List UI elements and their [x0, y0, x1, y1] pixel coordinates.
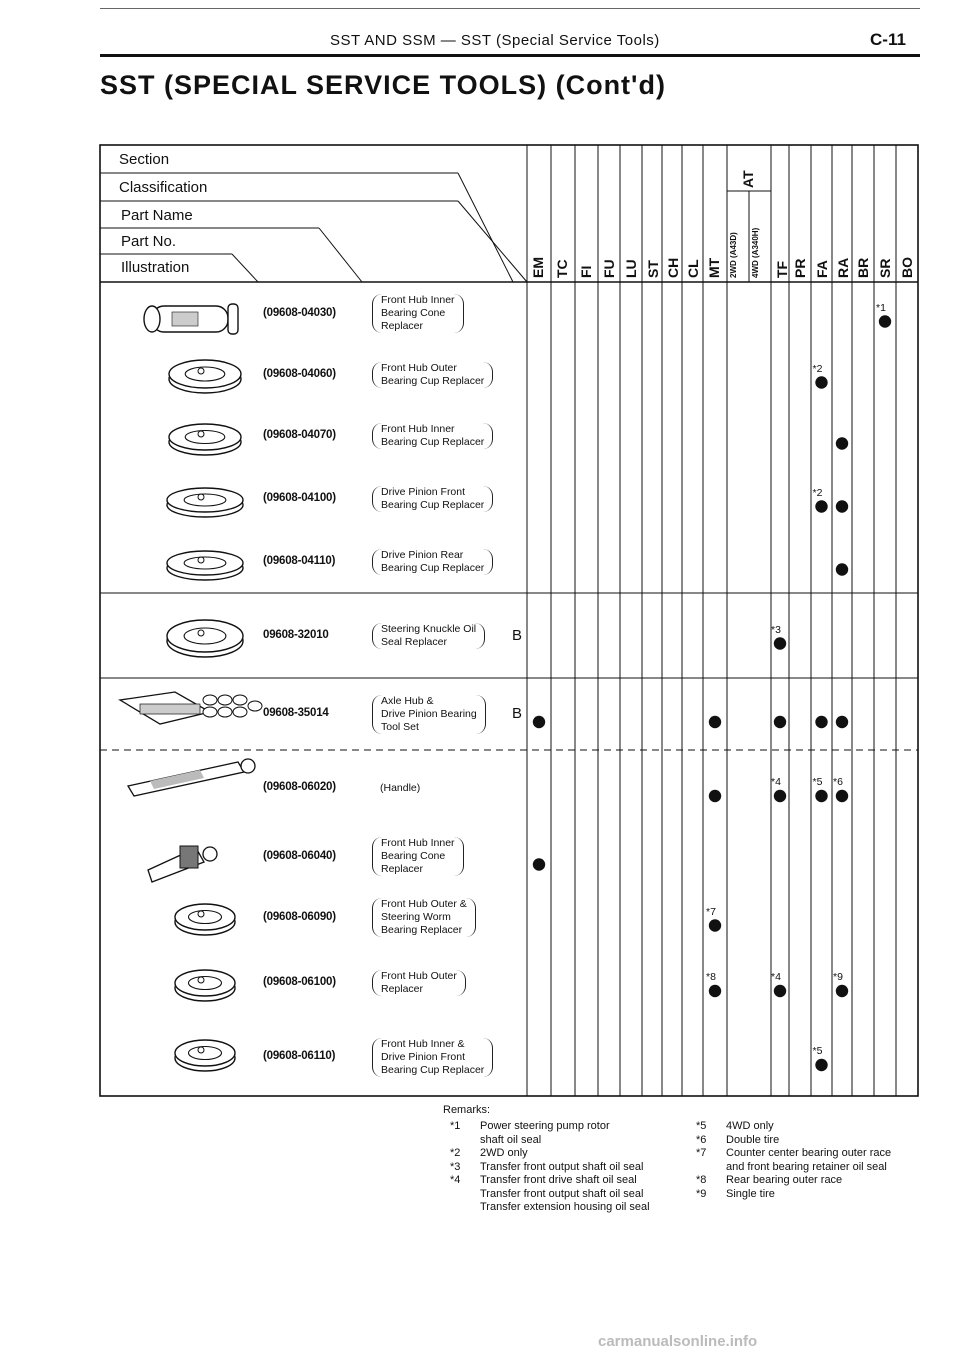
header-part-name: Part Name	[121, 207, 193, 224]
column-header-tf: TF	[774, 260, 790, 278]
illustration-bearing-cone-replacer	[144, 306, 160, 332]
illustration-tool-set	[203, 707, 217, 717]
remark-text: Single tire	[726, 1187, 775, 1200]
mark-dot	[836, 985, 848, 997]
mark-dot	[815, 500, 827, 512]
mark-dot	[774, 790, 786, 802]
illustration-tool-set	[218, 695, 232, 705]
remark-line	[696, 1134, 891, 1148]
part-name-line: Drive Pinion Rear	[381, 548, 464, 561]
illustration-worm-bearing-replacer	[175, 904, 235, 930]
remark-text: Double tire	[726, 1133, 780, 1146]
column-header-em: EM	[530, 257, 546, 278]
part-name-line: Replacer	[381, 320, 424, 332]
part-number: 09608-32010	[263, 628, 329, 641]
part-name-line: Front Hub Outer	[381, 361, 457, 374]
remark-text: Rear bearing outer race	[726, 1174, 843, 1186]
part-name-line: Front Hub Outer	[381, 970, 457, 982]
part-name-line: Drive Pinion Bearing	[381, 707, 477, 720]
remark-text: Transfer front output shaft oil seal	[480, 1160, 644, 1173]
part-name	[372, 294, 464, 333]
illustration-cup-replacer	[169, 424, 241, 450]
column-header-fi: FI	[578, 265, 594, 278]
part-name-line: Bearing Cone	[381, 307, 446, 319]
part-number: (09608-04070)	[263, 428, 336, 441]
remark-text: Transfer extension housing oil seal	[480, 1201, 650, 1213]
mark-dot	[836, 790, 848, 802]
remark-line	[450, 1174, 650, 1188]
part-number: (09608-06040)	[263, 849, 336, 862]
remark-text: 4WD only	[726, 1120, 774, 1132]
part-name	[372, 362, 493, 388]
remark-mark	[696, 1161, 726, 1175]
remark-mark	[450, 1134, 480, 1148]
header-classification: Classification	[119, 179, 208, 196]
part-name-line: Front Hub Outer &	[381, 898, 467, 910]
part-name	[372, 970, 466, 996]
mark-note: *7	[706, 905, 716, 918]
part-name	[372, 549, 493, 575]
part-name	[372, 837, 464, 876]
part-name-line: Bearing Cup Replacer	[381, 498, 485, 511]
mark-dot	[815, 1059, 827, 1071]
remark-mark: *8	[696, 1174, 707, 1186]
mark-note: *4	[771, 776, 781, 788]
column-header-at: AT	[740, 170, 756, 188]
illustration-outer-replacer	[175, 970, 235, 996]
illustration-seal-replacer	[167, 620, 243, 652]
mark-note: *6	[833, 776, 843, 788]
mark-note: *4	[771, 971, 781, 983]
mark-dot	[815, 376, 827, 388]
remark-line	[696, 1188, 891, 1202]
column-header-lu: LU	[623, 259, 639, 278]
column-header-ch: CH	[665, 257, 681, 278]
mark-dot	[533, 858, 545, 870]
part-number: (09608-04110)	[263, 554, 336, 567]
part-name	[372, 782, 428, 795]
column-header-bo: BO	[899, 257, 915, 278]
remarks-left	[450, 1120, 650, 1215]
part-name-line: Tool Set	[381, 720, 419, 733]
part-name-line: Front Hub Inner	[381, 294, 455, 306]
column-header-mt: MT	[706, 257, 722, 278]
part-name-line: Axle Hub &	[381, 694, 434, 707]
part-number: 09608-35014	[263, 707, 329, 719]
remark-line	[450, 1134, 650, 1148]
mark-dot	[879, 315, 891, 327]
illustration-tool-set	[233, 707, 247, 717]
column-header-sr: SR	[877, 258, 893, 278]
illustration-diagonal	[232, 254, 258, 282]
remark-line	[696, 1147, 891, 1161]
mark-note: *5	[812, 1045, 823, 1057]
classification-b: B	[512, 705, 523, 722]
mark-dot	[774, 985, 786, 997]
part-name	[372, 623, 485, 649]
column-header-ra: RA	[835, 257, 851, 278]
remark-line	[450, 1120, 650, 1134]
remark-text: and front bearing retainer oil seal	[726, 1160, 887, 1173]
illustration-tool-set	[140, 704, 200, 714]
classification-b: B	[512, 626, 523, 644]
mark-dot	[709, 919, 721, 931]
mark-dot	[709, 790, 721, 802]
part-name-line: Bearing Cup Replacer	[381, 561, 485, 574]
remark-text: Transfer front drive shaft oil seal	[480, 1174, 637, 1186]
part-no-diagonal	[319, 228, 362, 282]
remark-text: Transfer front output shaft oil seal	[480, 1187, 644, 1200]
remarks-title: Remarks:	[443, 1104, 491, 1116]
mark-note: *2	[812, 486, 823, 499]
part-name-line: Front Hub Inner	[381, 837, 455, 849]
column-header-st: ST	[645, 260, 661, 278]
part-name	[372, 898, 476, 937]
part-name-line: Replacer	[381, 983, 424, 995]
at-subheader: 4WD (A340H)	[751, 227, 760, 278]
part-name	[372, 695, 486, 734]
illustration-cup-replacer	[167, 488, 243, 512]
illustration-cup-replacer	[167, 551, 243, 575]
part-name-line: Steering Worm	[381, 911, 451, 923]
illustration-cup-replacer	[169, 360, 241, 388]
part-name-line: Steering Knuckle Oil	[381, 622, 477, 635]
mark-dot	[709, 716, 721, 728]
mark-dot	[815, 790, 827, 802]
at-subheader: 2WD (A43D)	[729, 232, 738, 278]
table-border	[100, 145, 918, 1096]
illustration-tool-set	[233, 695, 247, 705]
part-name-line: Seal Replacer	[381, 635, 447, 648]
mark-note: *5	[812, 776, 823, 788]
remarks-right	[696, 1120, 891, 1201]
column-header-fa: FA	[814, 260, 830, 278]
remark-mark: *3	[450, 1160, 461, 1173]
column-header-tc: TC	[554, 259, 570, 278]
part-name-line: Drive Pinion Front	[381, 1050, 466, 1063]
mark-dot	[836, 563, 848, 575]
illustration-bearing-cone-replacer-2	[180, 846, 198, 868]
remark-mark: *4	[450, 1174, 461, 1186]
part-name-line: (Handle)	[380, 781, 421, 794]
part-number: (09608-06110)	[263, 1050, 336, 1062]
illustration-tool-set	[203, 695, 217, 705]
part-name-line: Drive Pinion Front	[381, 485, 466, 498]
part-number: (09608-04100)	[263, 491, 336, 504]
remark-line	[696, 1174, 891, 1188]
remark-mark: *2	[450, 1147, 461, 1159]
footer-watermark: carmanualsonline.info	[598, 1333, 758, 1350]
remark-mark: *6	[696, 1133, 707, 1146]
mark-dot	[836, 716, 848, 728]
part-name	[372, 486, 493, 512]
part-name	[372, 1038, 493, 1077]
remark-text: shaft oil seal	[480, 1133, 542, 1146]
illustration-handle	[241, 759, 255, 773]
remark-mark: *5	[696, 1120, 707, 1132]
remark-line	[450, 1161, 650, 1175]
part-name	[372, 423, 493, 449]
remark-text: Counter center bearing outer race	[726, 1147, 892, 1159]
mark-dot	[815, 716, 827, 728]
mark-note: *9	[833, 971, 843, 983]
part-number: (09608-04060)	[263, 367, 336, 380]
remark-mark: *7	[696, 1147, 707, 1159]
remark-mark	[450, 1201, 480, 1215]
illustration-tool-set	[248, 701, 262, 711]
illustration-bearing-cone-replacer	[172, 312, 198, 326]
remark-mark	[450, 1188, 480, 1202]
part-name-line: Front Hub Inner &	[381, 1037, 465, 1050]
classification-diagonal	[458, 173, 513, 282]
remark-text: Power steering pump rotor	[480, 1120, 610, 1132]
header-part-no: Part No.	[121, 233, 177, 250]
mark-note: *1	[876, 301, 886, 314]
illustration-tool-set	[218, 707, 232, 717]
part-name-line: Bearing Cup Replacer	[381, 374, 485, 387]
illustration-cup-replacer-2	[175, 1040, 235, 1066]
page-number: C-11	[870, 30, 906, 49]
column-header-cl: CL	[685, 259, 701, 278]
part-name-line: Front Hub Inner	[381, 422, 455, 435]
part-name-diagonal	[458, 201, 527, 282]
part-number: (09608-04030)	[263, 306, 336, 319]
header-section: Section	[119, 151, 170, 168]
part-name-line: Bearing Replacer	[381, 924, 463, 936]
remark-mark: *9	[696, 1187, 707, 1200]
illustration-bearing-cone-replacer-2	[203, 847, 217, 861]
part-number: (09608-06090)	[263, 910, 336, 923]
remark-line	[450, 1147, 650, 1161]
remark-line	[696, 1161, 891, 1175]
remark-line	[450, 1188, 650, 1202]
part-name-line: Bearing Cup Replacer	[381, 435, 485, 448]
illustration-bearing-cone-replacer	[228, 304, 238, 334]
mark-dot	[533, 716, 545, 728]
header-title: SST AND SSM — SST (Special Service Tools)	[330, 32, 660, 49]
remark-line	[696, 1120, 891, 1134]
part-number: (09608-06020)	[263, 781, 336, 793]
part-name-line: Bearing Cone	[381, 850, 446, 862]
mark-dot	[836, 437, 848, 449]
mark-dot	[774, 716, 786, 728]
column-header-fu: FU	[601, 259, 617, 278]
mark-note: *8	[706, 971, 716, 983]
remark-text: 2WD only	[480, 1147, 528, 1159]
mark-note: *2	[812, 362, 823, 375]
page-title: SST (SPECIAL SERVICE TOOLS) (Cont'd)	[100, 70, 666, 100]
column-header-br: BR	[855, 257, 871, 278]
mark-dot	[836, 500, 848, 512]
mark-dot	[774, 637, 786, 649]
header-illustration: Illustration	[121, 259, 190, 276]
mark-note: *3	[771, 623, 781, 636]
part-name-line: Replacer	[381, 863, 424, 875]
remark-line	[450, 1201, 650, 1215]
mark-dot	[709, 985, 721, 997]
part-number: (09608-06100)	[263, 976, 336, 988]
part-name-line: Bearing Cup Replacer	[381, 1063, 485, 1076]
remark-mark: *1	[450, 1120, 461, 1132]
column-header-pr: PR	[792, 258, 808, 278]
